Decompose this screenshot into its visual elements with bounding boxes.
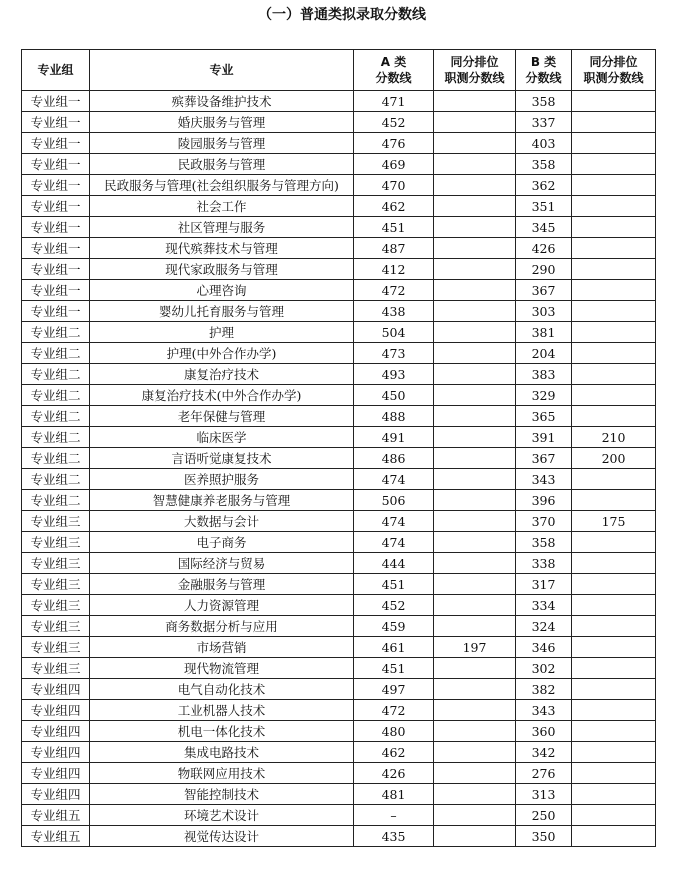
cell-b-rank bbox=[572, 469, 656, 490]
header-b-rank: 同分排位 职测分数线 bbox=[572, 50, 656, 91]
cell-major: 康复治疗技术 bbox=[90, 364, 354, 385]
table-row bbox=[22, 637, 656, 658]
cell-a-score: 476 bbox=[354, 133, 434, 154]
cell-b-rank bbox=[572, 721, 656, 742]
cell-b-rank bbox=[572, 196, 656, 217]
cell-group: 专业组三 bbox=[22, 637, 90, 658]
cell-group: 专业组一 bbox=[22, 238, 90, 259]
cell-major: 民政服务与管理(社会组织服务与管理方向) bbox=[90, 175, 354, 196]
cell-a-score: 481 bbox=[354, 784, 434, 805]
cell-group: 专业组一 bbox=[22, 133, 90, 154]
cell-a-rank bbox=[434, 322, 516, 343]
cell-group: 专业组三 bbox=[22, 658, 90, 679]
cell-a-rank bbox=[434, 280, 516, 301]
cell-b-rank bbox=[572, 343, 656, 364]
cell-a-score: 462 bbox=[354, 196, 434, 217]
cell-a-score: 474 bbox=[354, 532, 434, 553]
header-a-rank: 同分排位 职测分数线 bbox=[434, 50, 516, 91]
cell-a-rank bbox=[434, 175, 516, 196]
cell-major: 电气自动化技术 bbox=[90, 679, 354, 700]
cell-major: 康复治疗技术(中外合作办学) bbox=[90, 385, 354, 406]
cell-a-rank bbox=[434, 154, 516, 175]
cell-group: 专业组二 bbox=[22, 322, 90, 343]
cell-a-score: 459 bbox=[354, 616, 434, 637]
cell-major: 智慧健康养老服务与管理 bbox=[90, 490, 354, 511]
cell-a-rank bbox=[434, 679, 516, 700]
cell-a-rank bbox=[434, 259, 516, 280]
cell-b-rank bbox=[572, 742, 656, 763]
cell-group: 专业组五 bbox=[22, 826, 90, 847]
table-row bbox=[22, 574, 656, 595]
cell-a-score: 493 bbox=[354, 364, 434, 385]
cell-group: 专业组五 bbox=[22, 805, 90, 826]
cell-b-rank bbox=[572, 301, 656, 322]
cell-b-rank bbox=[572, 658, 656, 679]
cell-a-rank bbox=[434, 574, 516, 595]
cell-a-score: 452 bbox=[354, 595, 434, 616]
table-row bbox=[22, 700, 656, 721]
table-row bbox=[22, 406, 656, 427]
cell-b-rank: 175 bbox=[572, 511, 656, 532]
cell-group: 专业组一 bbox=[22, 175, 90, 196]
header-major: 专业 bbox=[90, 50, 354, 91]
cell-b-score: 317 bbox=[516, 574, 572, 595]
cell-a-score: 435 bbox=[354, 826, 434, 847]
cell-b-rank bbox=[572, 805, 656, 826]
cell-b-score: 204 bbox=[516, 343, 572, 364]
cell-b-score: 381 bbox=[516, 322, 572, 343]
cell-a-rank bbox=[434, 826, 516, 847]
cell-major: 社会工作 bbox=[90, 196, 354, 217]
cell-group: 专业组四 bbox=[22, 721, 90, 742]
cell-b-score: 367 bbox=[516, 448, 572, 469]
table-row bbox=[22, 784, 656, 805]
cell-b-rank bbox=[572, 364, 656, 385]
cell-b-score: 351 bbox=[516, 196, 572, 217]
cell-a-score: 506 bbox=[354, 490, 434, 511]
cell-major: 智能控制技术 bbox=[90, 784, 354, 805]
table-row bbox=[22, 322, 656, 343]
cell-a-rank bbox=[434, 595, 516, 616]
cell-b-rank bbox=[572, 595, 656, 616]
cell-major: 金融服务与管理 bbox=[90, 574, 354, 595]
cell-b-rank bbox=[572, 238, 656, 259]
cell-b-score: 250 bbox=[516, 805, 572, 826]
header-a-score: A 类 分数线 bbox=[354, 50, 434, 91]
cell-group: 专业组四 bbox=[22, 700, 90, 721]
cell-b-rank bbox=[572, 154, 656, 175]
cell-b-score: 426 bbox=[516, 238, 572, 259]
cell-a-score: 472 bbox=[354, 280, 434, 301]
cell-b-score: 362 bbox=[516, 175, 572, 196]
cell-group: 专业组三 bbox=[22, 511, 90, 532]
cell-b-rank bbox=[572, 574, 656, 595]
cell-b-score: 342 bbox=[516, 742, 572, 763]
cell-a-score: 472 bbox=[354, 700, 434, 721]
cell-major: 临床医学 bbox=[90, 427, 354, 448]
cell-b-score: 334 bbox=[516, 595, 572, 616]
cell-b-rank bbox=[572, 91, 656, 112]
cell-group: 专业组一 bbox=[22, 280, 90, 301]
cell-a-score: 461 bbox=[354, 637, 434, 658]
cell-a-score: 487 bbox=[354, 238, 434, 259]
table-row bbox=[22, 658, 656, 679]
cell-a-score: 471 bbox=[354, 91, 434, 112]
cell-b-score: 343 bbox=[516, 469, 572, 490]
cell-b-rank: 200 bbox=[572, 448, 656, 469]
cell-b-score: 391 bbox=[516, 427, 572, 448]
cell-b-score: 290 bbox=[516, 259, 572, 280]
cell-b-rank bbox=[572, 784, 656, 805]
cell-b-score: 382 bbox=[516, 679, 572, 700]
table-row bbox=[22, 742, 656, 763]
cell-major: 心理咨询 bbox=[90, 280, 354, 301]
cell-group: 专业组二 bbox=[22, 448, 90, 469]
cell-a-score: 504 bbox=[354, 322, 434, 343]
cell-b-rank bbox=[572, 217, 656, 238]
cell-group: 专业组四 bbox=[22, 784, 90, 805]
cell-group: 专业组三 bbox=[22, 574, 90, 595]
cell-a-rank bbox=[434, 511, 516, 532]
cell-b-score: 302 bbox=[516, 658, 572, 679]
cell-a-score: 426 bbox=[354, 763, 434, 784]
cell-b-score: 396 bbox=[516, 490, 572, 511]
cell-group: 专业组二 bbox=[22, 406, 90, 427]
cell-a-score: 470 bbox=[354, 175, 434, 196]
cell-group: 专业组一 bbox=[22, 154, 90, 175]
cell-b-rank bbox=[572, 280, 656, 301]
cell-b-score: 383 bbox=[516, 364, 572, 385]
cell-b-score: 313 bbox=[516, 784, 572, 805]
cell-b-score: 338 bbox=[516, 553, 572, 574]
cell-major: 视觉传达设计 bbox=[90, 826, 354, 847]
cell-major: 商务数据分析与应用 bbox=[90, 616, 354, 637]
cell-a-score: 451 bbox=[354, 217, 434, 238]
cell-group: 专业组三 bbox=[22, 616, 90, 637]
cell-a-score: 462 bbox=[354, 742, 434, 763]
cell-a-rank bbox=[434, 301, 516, 322]
cell-a-score: 469 bbox=[354, 154, 434, 175]
cell-a-rank bbox=[434, 532, 516, 553]
cell-a-rank bbox=[434, 658, 516, 679]
cell-b-rank bbox=[572, 637, 656, 658]
cell-b-rank bbox=[572, 532, 656, 553]
cell-a-score: 451 bbox=[354, 574, 434, 595]
cell-b-score: 324 bbox=[516, 616, 572, 637]
table-row bbox=[22, 343, 656, 364]
page-title: （一）普通类拟录取分数线 bbox=[258, 7, 426, 23]
cell-b-rank: 210 bbox=[572, 427, 656, 448]
table-row bbox=[22, 238, 656, 259]
table-row bbox=[22, 448, 656, 469]
cell-b-rank bbox=[572, 406, 656, 427]
cell-major: 陵园服务与管理 bbox=[90, 133, 354, 154]
cell-a-score: 474 bbox=[354, 469, 434, 490]
cell-major: 殡葬设备维护技术 bbox=[90, 91, 354, 112]
cell-a-rank bbox=[434, 448, 516, 469]
table-row bbox=[22, 217, 656, 238]
cell-b-score: 358 bbox=[516, 91, 572, 112]
cell-b-score: 329 bbox=[516, 385, 572, 406]
cell-b-score: 360 bbox=[516, 721, 572, 742]
table-body bbox=[22, 91, 656, 847]
cell-a-rank bbox=[434, 784, 516, 805]
cell-a-score: 474 bbox=[354, 511, 434, 532]
cell-b-rank bbox=[572, 763, 656, 784]
cell-b-rank bbox=[572, 259, 656, 280]
cell-a-score: – bbox=[354, 805, 434, 826]
cell-a-score: 412 bbox=[354, 259, 434, 280]
table-row bbox=[22, 469, 656, 490]
table-row bbox=[22, 112, 656, 133]
cell-major: 婴幼儿托育服务与管理 bbox=[90, 301, 354, 322]
cell-major: 民政服务与管理 bbox=[90, 154, 354, 175]
cell-b-score: 276 bbox=[516, 763, 572, 784]
cell-group: 专业组三 bbox=[22, 553, 90, 574]
cell-b-rank bbox=[572, 679, 656, 700]
cell-group: 专业组一 bbox=[22, 112, 90, 133]
header-b-score: B 类 分数线 bbox=[516, 50, 572, 91]
cell-major: 现代物流管理 bbox=[90, 658, 354, 679]
cell-major: 环境艺术设计 bbox=[90, 805, 354, 826]
cell-b-rank bbox=[572, 133, 656, 154]
cell-major: 机电一体化技术 bbox=[90, 721, 354, 742]
table-row bbox=[22, 91, 656, 112]
cell-major: 集成电路技术 bbox=[90, 742, 354, 763]
cell-group: 专业组一 bbox=[22, 259, 90, 280]
table-header-row bbox=[22, 50, 656, 91]
cell-b-score: 303 bbox=[516, 301, 572, 322]
cell-group: 专业组三 bbox=[22, 595, 90, 616]
table-row bbox=[22, 595, 656, 616]
table-row bbox=[22, 763, 656, 784]
table-row bbox=[22, 280, 656, 301]
table-row bbox=[22, 490, 656, 511]
cell-a-score: 450 bbox=[354, 385, 434, 406]
table-row bbox=[22, 196, 656, 217]
cell-group: 专业组四 bbox=[22, 763, 90, 784]
cell-major: 护理(中外合作办学) bbox=[90, 343, 354, 364]
cell-a-rank bbox=[434, 805, 516, 826]
cell-a-rank bbox=[434, 217, 516, 238]
cell-major: 物联网应用技术 bbox=[90, 763, 354, 784]
cell-major: 市场营销 bbox=[90, 637, 354, 658]
header-group: 专业组 bbox=[22, 50, 90, 91]
cell-major: 现代殡葬技术与管理 bbox=[90, 238, 354, 259]
cell-group: 专业组一 bbox=[22, 196, 90, 217]
cell-b-rank bbox=[572, 385, 656, 406]
cell-group: 专业组二 bbox=[22, 427, 90, 448]
table-row bbox=[22, 826, 656, 847]
cell-a-rank bbox=[434, 490, 516, 511]
cell-a-rank bbox=[434, 91, 516, 112]
table-row bbox=[22, 805, 656, 826]
table-row bbox=[22, 427, 656, 448]
cell-major: 现代家政服务与管理 bbox=[90, 259, 354, 280]
cell-b-rank bbox=[572, 322, 656, 343]
cell-b-rank bbox=[572, 826, 656, 847]
cell-b-score: 346 bbox=[516, 637, 572, 658]
table-row bbox=[22, 259, 656, 280]
cell-group: 专业组二 bbox=[22, 364, 90, 385]
cell-group: 专业组一 bbox=[22, 217, 90, 238]
table-row bbox=[22, 133, 656, 154]
cell-b-score: 343 bbox=[516, 700, 572, 721]
cell-group: 专业组二 bbox=[22, 343, 90, 364]
cell-b-rank bbox=[572, 175, 656, 196]
cell-major: 人力资源管理 bbox=[90, 595, 354, 616]
cell-b-score: 350 bbox=[516, 826, 572, 847]
table-row bbox=[22, 616, 656, 637]
cell-a-rank bbox=[434, 196, 516, 217]
cell-a-score: 486 bbox=[354, 448, 434, 469]
cell-major: 大数据与会计 bbox=[90, 511, 354, 532]
cell-b-score: 370 bbox=[516, 511, 572, 532]
cell-major: 护理 bbox=[90, 322, 354, 343]
admission-score-table bbox=[21, 49, 656, 847]
cell-a-rank bbox=[434, 133, 516, 154]
cell-b-score: 367 bbox=[516, 280, 572, 301]
table-row bbox=[22, 364, 656, 385]
table-row bbox=[22, 532, 656, 553]
cell-group: 专业组一 bbox=[22, 91, 90, 112]
cell-b-rank bbox=[572, 490, 656, 511]
cell-major: 电子商务 bbox=[90, 532, 354, 553]
cell-group: 专业组三 bbox=[22, 532, 90, 553]
cell-a-score: 438 bbox=[354, 301, 434, 322]
cell-a-rank bbox=[434, 763, 516, 784]
cell-a-rank: 197 bbox=[434, 637, 516, 658]
cell-b-rank bbox=[572, 553, 656, 574]
cell-a-score: 497 bbox=[354, 679, 434, 700]
cell-group: 专业组二 bbox=[22, 469, 90, 490]
cell-group: 专业组二 bbox=[22, 490, 90, 511]
cell-a-rank bbox=[434, 742, 516, 763]
cell-major: 言语听觉康复技术 bbox=[90, 448, 354, 469]
cell-major: 社区管理与服务 bbox=[90, 217, 354, 238]
cell-a-rank bbox=[434, 385, 516, 406]
cell-major: 医养照护服务 bbox=[90, 469, 354, 490]
cell-b-score: 365 bbox=[516, 406, 572, 427]
cell-a-rank bbox=[434, 469, 516, 490]
cell-a-score: 480 bbox=[354, 721, 434, 742]
cell-b-rank bbox=[572, 616, 656, 637]
cell-b-rank bbox=[572, 112, 656, 133]
cell-group: 专业组二 bbox=[22, 385, 90, 406]
cell-b-rank bbox=[572, 700, 656, 721]
cell-b-score: 358 bbox=[516, 532, 572, 553]
cell-a-score: 452 bbox=[354, 112, 434, 133]
cell-major: 老年保健与管理 bbox=[90, 406, 354, 427]
cell-a-rank bbox=[434, 553, 516, 574]
table-row bbox=[22, 553, 656, 574]
cell-a-rank bbox=[434, 616, 516, 637]
cell-major: 婚庆服务与管理 bbox=[90, 112, 354, 133]
table-row bbox=[22, 721, 656, 742]
cell-b-score: 337 bbox=[516, 112, 572, 133]
cell-major: 工业机器人技术 bbox=[90, 700, 354, 721]
cell-a-rank bbox=[434, 721, 516, 742]
cell-group: 专业组四 bbox=[22, 742, 90, 763]
cell-a-rank bbox=[434, 406, 516, 427]
cell-a-rank bbox=[434, 238, 516, 259]
table-row bbox=[22, 385, 656, 406]
table-row bbox=[22, 154, 656, 175]
cell-a-score: 491 bbox=[354, 427, 434, 448]
cell-b-score: 403 bbox=[516, 133, 572, 154]
cell-major: 国际经济与贸易 bbox=[90, 553, 354, 574]
cell-b-score: 358 bbox=[516, 154, 572, 175]
cell-a-score: 451 bbox=[354, 658, 434, 679]
cell-group: 专业组四 bbox=[22, 679, 90, 700]
table-row bbox=[22, 511, 656, 532]
cell-a-rank bbox=[434, 343, 516, 364]
cell-a-score: 444 bbox=[354, 553, 434, 574]
table-row bbox=[22, 175, 656, 196]
table-row bbox=[22, 679, 656, 700]
cell-a-rank bbox=[434, 427, 516, 448]
cell-a-rank bbox=[434, 364, 516, 385]
cell-a-rank bbox=[434, 700, 516, 721]
cell-a-score: 473 bbox=[354, 343, 434, 364]
table-row bbox=[22, 301, 656, 322]
cell-a-score: 488 bbox=[354, 406, 434, 427]
cell-b-score: 345 bbox=[516, 217, 572, 238]
cell-a-rank bbox=[434, 112, 516, 133]
cell-group: 专业组一 bbox=[22, 301, 90, 322]
